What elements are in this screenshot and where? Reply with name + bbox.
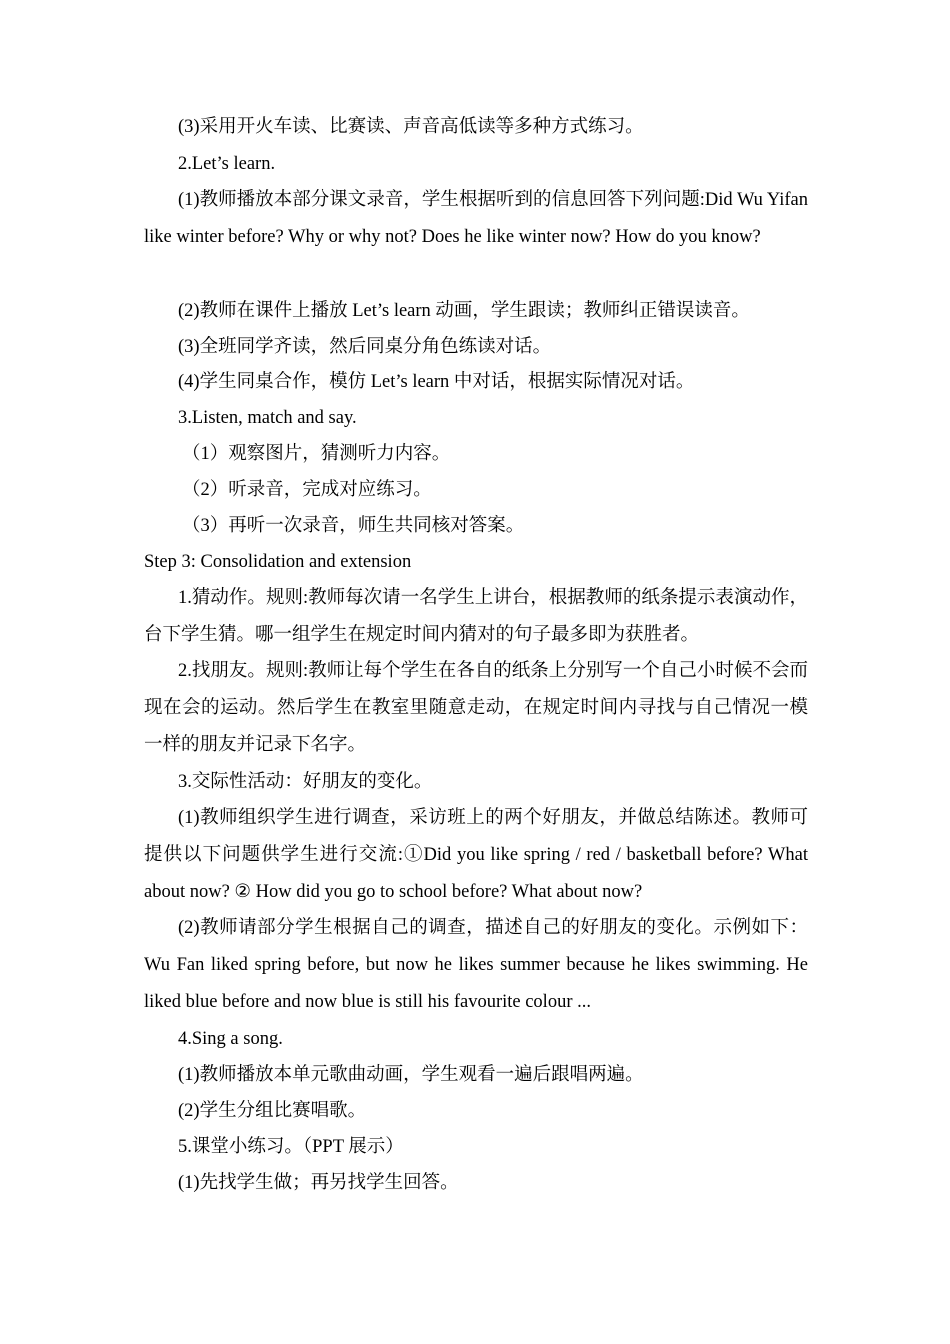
paragraph-listen-questions: (1)教师播放本部分课文录音，学生根据听到的信息回答下列问题:Did Wu Yifan like winter before? Why or why not? Does he like winter now? How do you know?: [144, 190, 808, 247]
paragraph-pair-dialogue: (4)学生同桌合作，模仿 Let’s learn 中对话，根据实际情况对话。: [178, 372, 695, 392]
paragraph-guess-action: 1.猜动作。规则:教师每次请一名学生上讲台，根据教师的纸条提示表演动作，台下学生猜。哪一组学生在规定时间内猜对的句子最多即为获胜者。: [144, 588, 808, 645]
paragraph-find-friends: 2.找朋友。规则:教师让每个学生在各自的纸条上分别写一个自己小时候不会而现在会的运动。然后学生在教室里随意走动，在规定时间内寻找与自己情况一模一样的朋友并记录下名字。: [144, 661, 808, 755]
paragraph-practice-methods: (3)采用开火车读、比赛读、声音高低读等多种方式练习。: [178, 117, 644, 137]
paragraph-read-together: (3)全班同学齐读，然后同桌分角色练读对话。: [178, 337, 552, 357]
paragraph-listen-recording: （2）听录音，完成对应练习。: [182, 480, 432, 500]
paragraph-observe-pictures: （1）观察图片，猜测听力内容。: [182, 444, 451, 464]
heading-class-exercise: 5.课堂小练习。（PPT 展示）: [178, 1137, 404, 1157]
heading-sing-a-song: 4.Sing a song.: [178, 1029, 283, 1049]
paragraph-check-answers: （3）再听一次录音，师生共同核对答案。: [182, 516, 525, 536]
paragraph-survey-friends: (1)教师组织学生进行调查，采访班上的两个好朋友，并做总结陈述。教师可提供以下问题供学生进行交流:①Did you like spring / red / basketball before? What about now? ② How did you go to school before? What about now?: [144, 808, 808, 902]
heading-communicative-activity: 3.交际性活动：好朋友的变化。: [178, 772, 433, 792]
paragraph-describe-changes: (2)教师请部分学生根据自己的调查，描述自己的好朋友的变化。示例如下：Wu Fan liked spring before, but now he likes summer because he likes swimming. He liked blue before and now blue is still his favourite colour ...: [144, 918, 808, 1012]
paragraph-play-animation: (2)教师在课件上播放 Let’s learn 动画，学生跟读；教师纠正错误读音。: [178, 301, 750, 321]
heading-listen-match-say: 3.Listen, match and say.: [178, 408, 357, 428]
heading-lets-learn: 2.Let’s learn.: [178, 154, 276, 174]
paragraph-student-answers: (1)先找学生做；再另找学生回答。: [178, 1173, 459, 1193]
heading-step-3: Step 3: Consolidation and extension: [144, 552, 412, 572]
paragraph-singing-contest: (2)学生分组比赛唱歌。: [178, 1101, 367, 1121]
paragraph-play-song: (1)教师播放本单元歌曲动画，学生观看一遍后跟唱两遍。: [178, 1065, 644, 1085]
